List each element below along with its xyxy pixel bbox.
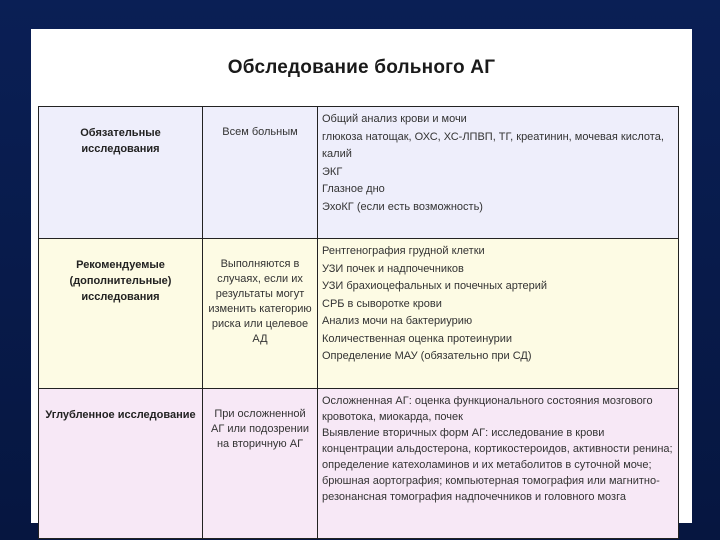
list-item: Выявление вторичных форм АГ: исследование в крови концентрации альдостерона, кортикостероидов, активности ренина; определение катехоламинов и их метаболитов в суточной моче; брюшная аортография; компьютерная томография или магнитно-резонансная томография надпочечников и головного мозга	[322, 427, 673, 503]
list-item: глюкоза натощак, ОХС, ХС-ЛПВП, ТГ, креатинин, мочевая кислота, калий	[322, 130, 664, 160]
scope-label: Всем больным	[222, 126, 298, 138]
list-item: УЗИ почек и надпочечников	[322, 262, 464, 275]
list-item: Глазное дно	[322, 183, 385, 195]
list-item: Анализ мочи на бактериурию	[322, 315, 473, 327]
list-item: Определение МАУ (обязательно при СД)	[322, 350, 532, 362]
items-cell	[318, 107, 679, 239]
items-cell	[318, 239, 679, 389]
category-label: Углубленное исследование	[45, 409, 196, 421]
list-item: Рентгенография грудной клетки	[322, 245, 485, 257]
list-item: ЭКГ	[322, 165, 343, 178]
list-item: Осложненная АГ: оценка функционального состояния мозгового кровотока, миокарда, почек	[322, 395, 653, 423]
list-item: Общий анализ крови и мочи	[322, 113, 467, 125]
scope-label: При осложненной АГ или подозрении на вторичную АГ	[210, 408, 309, 450]
slide-title: Обследование больного АГ	[227, 57, 496, 78]
category-cell	[39, 107, 203, 239]
slide	[31, 29, 692, 523]
examination-table	[38, 106, 679, 539]
scope-cell	[203, 389, 318, 539]
list-item: Количественная оценка протеинурии	[322, 332, 513, 345]
scope-label: Выполняются в случаях, если их результаты могут изменить категорию риска или целевое АД	[208, 258, 312, 345]
list-item: УЗИ брахиоцефальных и почечных артерий	[322, 280, 548, 292]
items-cell	[318, 389, 679, 539]
table-row	[39, 389, 679, 539]
category-label: Рекомендуемые (дополнительные) исследования	[69, 259, 172, 303]
scope-cell	[203, 107, 318, 239]
table-row	[39, 239, 679, 389]
table-row	[39, 107, 679, 239]
category-cell	[39, 239, 203, 389]
category-cell	[39, 389, 203, 539]
scope-cell	[203, 239, 318, 389]
list-item: СРБ в сыворотке крови	[322, 297, 442, 310]
list-item: ЭхоКГ (если есть возможность)	[322, 200, 483, 213]
category-label: Обязательные исследования	[80, 127, 161, 155]
